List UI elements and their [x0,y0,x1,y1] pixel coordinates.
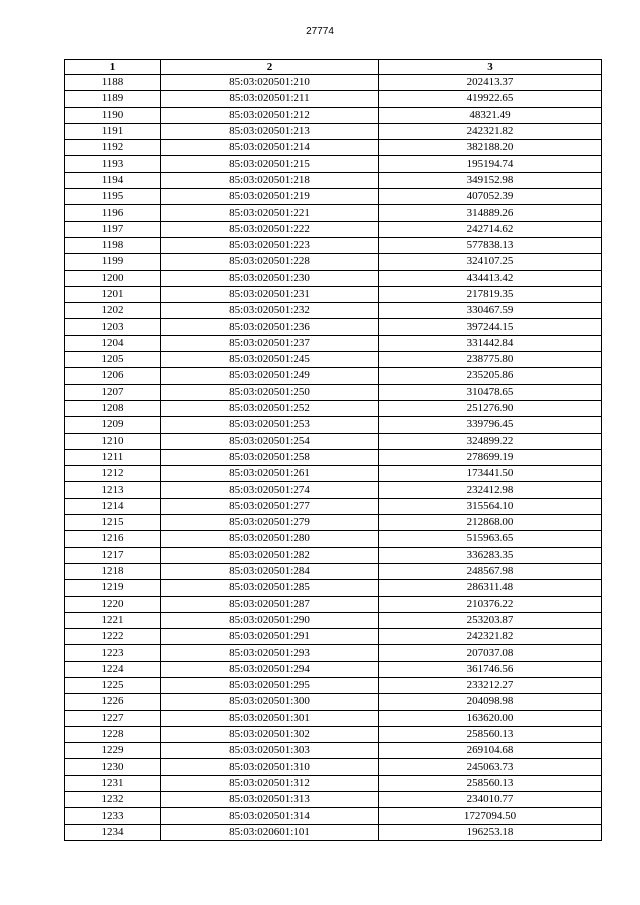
data-table [64,59,602,841]
cadastral-number-cell: 85:03:020501:277 [161,498,379,514]
table-row [65,335,602,351]
cadastral-number-cell: 85:03:020501:214 [161,140,379,156]
value-cell: 407052.39 [379,189,602,205]
table-row [65,466,602,482]
value-cell: 324899.22 [379,433,602,449]
table-row [65,775,602,791]
row-number-cell: 1199 [65,254,161,270]
cadastral-number-cell: 85:03:020501:219 [161,189,379,205]
cadastral-number-cell: 85:03:020501:285 [161,580,379,596]
row-number-cell: 1222 [65,629,161,645]
row-number-cell: 1191 [65,123,161,139]
table-row [65,189,602,205]
table-body [65,75,602,841]
cadastral-number-cell: 85:03:020501:213 [161,123,379,139]
row-number-cell: 1230 [65,759,161,775]
row-number-cell: 1190 [65,107,161,123]
value-cell: 242714.62 [379,221,602,237]
table-row [65,694,602,710]
table-row [65,808,602,824]
table-row [65,498,602,514]
cadastral-number-cell: 85:03:020501:282 [161,547,379,563]
table-row [65,75,602,91]
row-number-cell: 1219 [65,580,161,596]
value-cell: 202413.37 [379,75,602,91]
cadastral-number-cell: 85:03:020501:279 [161,515,379,531]
value-cell: 253203.87 [379,612,602,628]
row-number-cell: 1232 [65,792,161,808]
table-row [65,792,602,808]
table-row [65,629,602,645]
table-row [65,531,602,547]
cadastral-number-cell: 85:03:020501:312 [161,775,379,791]
row-number-cell: 1213 [65,482,161,498]
table-row [65,384,602,400]
row-number-cell: 1223 [65,645,161,661]
cadastral-number-cell: 85:03:020501:212 [161,107,379,123]
table-row [65,140,602,156]
row-number-cell: 1212 [65,466,161,482]
row-number-cell: 1204 [65,335,161,351]
value-cell: 207037.08 [379,645,602,661]
row-number-cell: 1226 [65,694,161,710]
value-cell: 434413.42 [379,270,602,286]
table-row [65,743,602,759]
table-row [65,156,602,172]
cadastral-number-cell: 85:03:020501:261 [161,466,379,482]
row-number-cell: 1209 [65,417,161,433]
table-row [65,612,602,628]
page-number: 27774 [306,26,334,37]
cadastral-number-cell: 85:03:020501:210 [161,75,379,91]
table-row [65,352,602,368]
row-number-cell: 1189 [65,91,161,107]
value-cell: 163620.00 [379,710,602,726]
value-cell: 515963.65 [379,531,602,547]
value-cell: 330467.59 [379,303,602,319]
value-cell: 242321.82 [379,123,602,139]
row-number-cell: 1194 [65,172,161,188]
table-header [65,60,602,75]
table-row [65,482,602,498]
row-number-cell: 1206 [65,368,161,384]
value-cell: 269104.68 [379,743,602,759]
value-cell: 286311.48 [379,580,602,596]
cadastral-number-cell: 85:03:020501:245 [161,352,379,368]
row-number-cell: 1224 [65,661,161,677]
row-number-cell: 1197 [65,221,161,237]
cadastral-number-cell: 85:03:020501:250 [161,384,379,400]
value-cell: 349152.98 [379,172,602,188]
value-cell: 234010.77 [379,792,602,808]
table-row [65,221,602,237]
cadastral-number-cell: 85:03:020501:218 [161,172,379,188]
value-cell: 233212.27 [379,677,602,693]
value-cell: 196253.18 [379,824,602,840]
cadastral-number-cell: 85:03:020501:221 [161,205,379,221]
cadastral-number-cell: 85:03:020501:223 [161,237,379,253]
value-cell: 324107.25 [379,254,602,270]
value-cell: 251276.90 [379,400,602,416]
cadastral-number-cell: 85:03:020501:254 [161,433,379,449]
cadastral-number-cell: 85:03:020501:284 [161,563,379,579]
row-number-cell: 1225 [65,677,161,693]
cadastral-number-cell: 85:03:020501:300 [161,694,379,710]
table-row [65,515,602,531]
cadastral-number-cell: 85:03:020501:215 [161,156,379,172]
value-cell: 195194.74 [379,156,602,172]
table-row [65,596,602,612]
value-cell: 382188.20 [379,140,602,156]
table-row [65,726,602,742]
row-number-cell: 1217 [65,547,161,563]
header-row [65,60,602,75]
cadastral-number-cell: 85:03:020501:274 [161,482,379,498]
cadastral-number-cell: 85:03:020501:237 [161,335,379,351]
row-number-cell: 1200 [65,270,161,286]
row-number-cell: 1198 [65,237,161,253]
table-row [65,563,602,579]
row-number-cell: 1195 [65,189,161,205]
value-cell: 315564.10 [379,498,602,514]
value-cell: 217819.35 [379,286,602,302]
cadastral-number-cell: 85:03:020501:280 [161,531,379,547]
table-row [65,417,602,433]
row-number-cell: 1193 [65,156,161,172]
row-number-cell: 1215 [65,515,161,531]
row-number-cell: 1202 [65,303,161,319]
table-row [65,661,602,677]
value-cell: 204098.98 [379,694,602,710]
row-number-cell: 1220 [65,596,161,612]
cadastral-number-cell: 85:03:020501:211 [161,91,379,107]
row-number-cell: 1192 [65,140,161,156]
cadastral-number-cell: 85:03:020501:303 [161,743,379,759]
value-cell: 245063.73 [379,759,602,775]
table-row [65,91,602,107]
row-number-cell: 1205 [65,352,161,368]
cadastral-number-cell: 85:03:020501:253 [161,417,379,433]
row-number-cell: 1203 [65,319,161,335]
cadastral-number-cell: 85:03:020501:290 [161,612,379,628]
cadastral-number-cell: 85:03:020501:295 [161,677,379,693]
cadastral-number-cell: 85:03:020501:249 [161,368,379,384]
value-cell: 397244.15 [379,319,602,335]
value-cell: 210376.22 [379,596,602,612]
row-number-cell: 1196 [65,205,161,221]
table-row [65,107,602,123]
value-cell: 314889.26 [379,205,602,221]
table-row [65,205,602,221]
cadastral-number-cell: 85:03:020501:314 [161,808,379,824]
cadastral-number-cell: 85:03:020501:294 [161,661,379,677]
value-cell: 212868.00 [379,515,602,531]
cadastral-number-cell: 85:03:020501:287 [161,596,379,612]
row-number-cell: 1207 [65,384,161,400]
row-number-cell: 1228 [65,726,161,742]
value-cell: 310478.65 [379,384,602,400]
cadastral-number-cell: 85:03:020501:313 [161,792,379,808]
row-number-cell: 1188 [65,75,161,91]
value-cell: 235205.86 [379,368,602,384]
row-number-cell: 1229 [65,743,161,759]
table-row [65,580,602,596]
table-row [65,172,602,188]
cadastral-number-cell: 85:03:020501:302 [161,726,379,742]
cadastral-number-cell: 85:03:020501:231 [161,286,379,302]
row-number-cell: 1216 [65,531,161,547]
table-row [65,319,602,335]
cadastral-number-cell: 85:03:020501:291 [161,629,379,645]
row-number-cell: 1208 [65,400,161,416]
value-cell: 577838.13 [379,237,602,253]
cadastral-number-cell: 85:03:020501:293 [161,645,379,661]
value-cell: 361746.56 [379,661,602,677]
row-number-cell: 1231 [65,775,161,791]
table-row [65,449,602,465]
value-cell: 173441.50 [379,466,602,482]
table-row [65,368,602,384]
cadastral-number-cell: 85:03:020501:252 [161,400,379,416]
column-header-2: 2 [161,60,379,75]
cadastral-number-cell: 85:03:020501:222 [161,221,379,237]
table-row [65,824,602,840]
value-cell: 339796.45 [379,417,602,433]
column-header-1: 1 [65,60,161,75]
cadastral-number-cell: 85:03:020501:310 [161,759,379,775]
table-row [65,400,602,416]
row-number-cell: 1210 [65,433,161,449]
cadastral-number-cell: 85:03:020501:228 [161,254,379,270]
value-cell: 238775.80 [379,352,602,368]
row-number-cell: 1221 [65,612,161,628]
value-cell: 258560.13 [379,775,602,791]
table-row [65,123,602,139]
cadastral-number-cell: 85:03:020501:232 [161,303,379,319]
column-header-3: 3 [379,60,602,75]
table-row [65,645,602,661]
row-number-cell: 1233 [65,808,161,824]
table-row [65,303,602,319]
table-row [65,270,602,286]
row-number-cell: 1201 [65,286,161,302]
table-row [65,254,602,270]
value-cell: 248567.98 [379,563,602,579]
cadastral-number-cell: 85:03:020501:301 [161,710,379,726]
table-row [65,759,602,775]
row-number-cell: 1218 [65,563,161,579]
row-number-cell: 1211 [65,449,161,465]
cadastral-number-cell: 85:03:020501:230 [161,270,379,286]
cadastral-number-cell: 85:03:020501:258 [161,449,379,465]
value-cell: 331442.84 [379,335,602,351]
cadastral-number-cell: 85:03:020501:236 [161,319,379,335]
table-row [65,710,602,726]
value-cell: 242321.82 [379,629,602,645]
row-number-cell: 1214 [65,498,161,514]
value-cell: 258560.13 [379,726,602,742]
table-row [65,433,602,449]
value-cell: 48321.49 [379,107,602,123]
table-row [65,237,602,253]
value-cell: 232412.98 [379,482,602,498]
value-cell: 1727094.50 [379,808,602,824]
value-cell: 419922.65 [379,91,602,107]
table-row [65,286,602,302]
table-row [65,677,602,693]
value-cell: 336283.35 [379,547,602,563]
row-number-cell: 1227 [65,710,161,726]
table-row [65,547,602,563]
cadastral-number-cell: 85:03:020601:101 [161,824,379,840]
row-number-cell: 1234 [65,824,161,840]
value-cell: 278699.19 [379,449,602,465]
